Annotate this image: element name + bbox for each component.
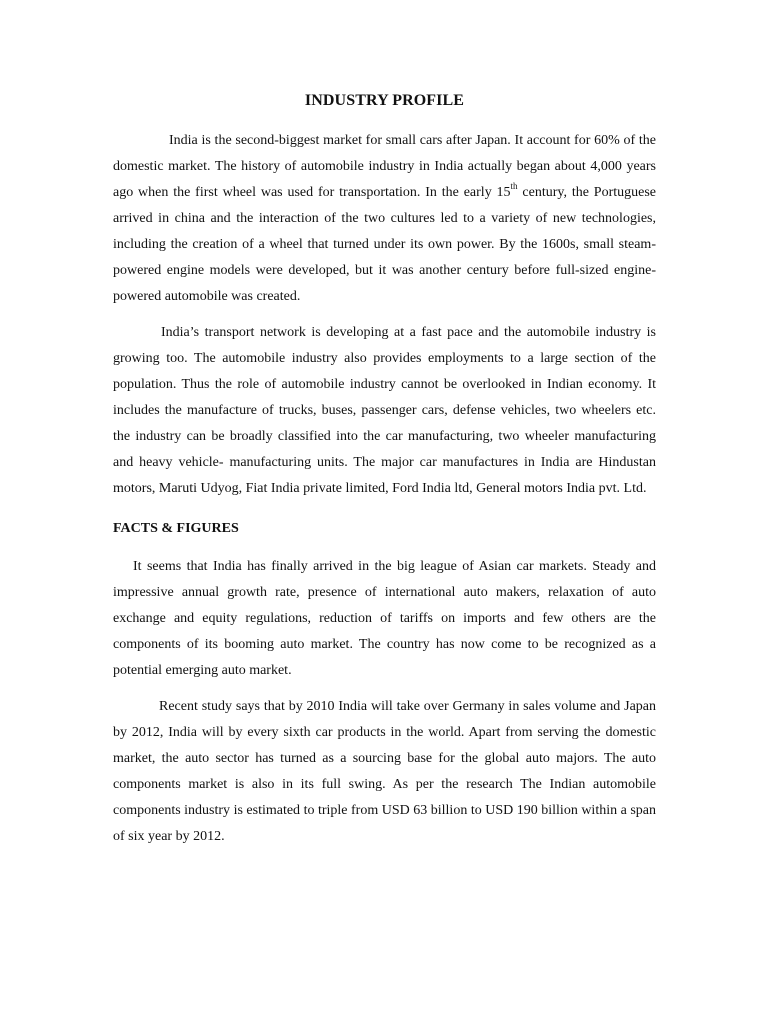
section-heading-facts-figures: FACTS & FIGURES bbox=[113, 521, 239, 536]
paragraph-recent-study: Recent study says that by 2010 India will take over Germany in sales volume and Japan by 2012, India will by every sixth car products in the world. Apart from serving the domestic market, the auto sector has turned as a sourcing base for the global auto majors. The auto components market is also in its full swing. As per the research The Indian automobile components industry is estimated to triple from USD 63 billion to USD 190 billion within a span of six year by 2012. bbox=[113, 699, 656, 844]
ordinal-superscript: th bbox=[510, 181, 518, 192]
document-body bbox=[113, 88, 656, 850]
paragraph-transport-network: India’s transport network is developing at a fast pace and the automobile industry is growing too. The automobile industry also provides employments to a large section of the population. Thus the role of automobile industry cannot be overlooked in Indian economy. It includes the manufacture of trucks, buses, passenger cars, defense vehicles, two wheelers etc. the industry can be broadly classified into the car manufacturing, two wheeler manufacturing and heavy vehicle- manufacturing units. The major car manufactures in India are Hindustan motors, Maruti Udyog, Fiat India private limited, Ford India ltd, General motors India pvt. Ltd. bbox=[113, 325, 656, 496]
paragraph-asian-car-markets: It seems that India has finally arrived in the big league of Asian car markets. Steady and impressive annual growth rate, presence of international auto makers, relaxation of auto exchange and equity regulations, reduction of tariffs on imports and few others are the components of its booming auto market. The country has now come to be recognized as a potential emerging auto market. bbox=[113, 559, 656, 678]
paragraph-intro-text-a: India is the second-biggest market for small cars after Japan. It account for 60% of the domestic market. The history of automobile industry in India actually began about 4,000 years ago when the first wheel was used for transportation. In the early 15 bbox=[113, 133, 656, 200]
page-title: INDUSTRY PROFILE bbox=[304, 92, 465, 109]
paragraph-intro-text-b: century, the Portuguese arrived in china and the interaction of the two cultures led to a variety of new technologies, including the creation of a wheel that turned under its own power. By the 1600s, small steam- powered engine models were developed, but it was another century before full-sized engine-powered automobile was created. bbox=[113, 185, 656, 304]
paragraph-intro bbox=[113, 128, 656, 310]
